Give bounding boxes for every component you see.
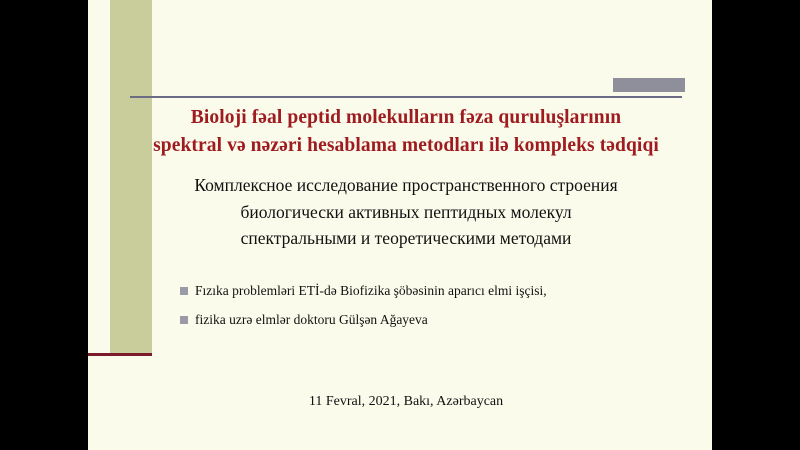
title-line-1: Bioloji fəal peptid molekulların fəza quruluşlarının (190, 107, 622, 128)
slide-subtitle (132, 172, 680, 252)
author-list (180, 282, 660, 340)
decorative-top-right-block (613, 78, 685, 92)
bullet-square-icon (180, 287, 188, 295)
decorative-horizontal-rule (130, 96, 682, 98)
list-item (180, 282, 660, 300)
author-affiliation-line: Fızıka problemləri ETİ-də Biofizika şöbəsinin aparıcı elmi işçisi, (195, 283, 547, 298)
subtitle-line-2: биологически активных пептидных молекул (240, 201, 572, 222)
decorative-band-underline (88, 353, 152, 356)
title-line-2: spektral və nəzəri hesablama metodları ilə kompleks tədqiqi (153, 134, 659, 156)
list-item (180, 311, 660, 329)
slide-canvas (88, 0, 712, 450)
slide-title (132, 104, 680, 159)
subtitle-line-1: Комплексное исследование пространственного строения (194, 175, 618, 195)
author-name-line: fizika uzrə elmlər doktoru Gülşən Ağayeva (195, 312, 428, 328)
bullet-square-icon (180, 316, 188, 324)
slide-date: 11 Fevral, 2021, Bakı, Azərbaycan (308, 394, 504, 409)
subtitle-line-3: спектральными и теоретическими методами (240, 228, 572, 249)
